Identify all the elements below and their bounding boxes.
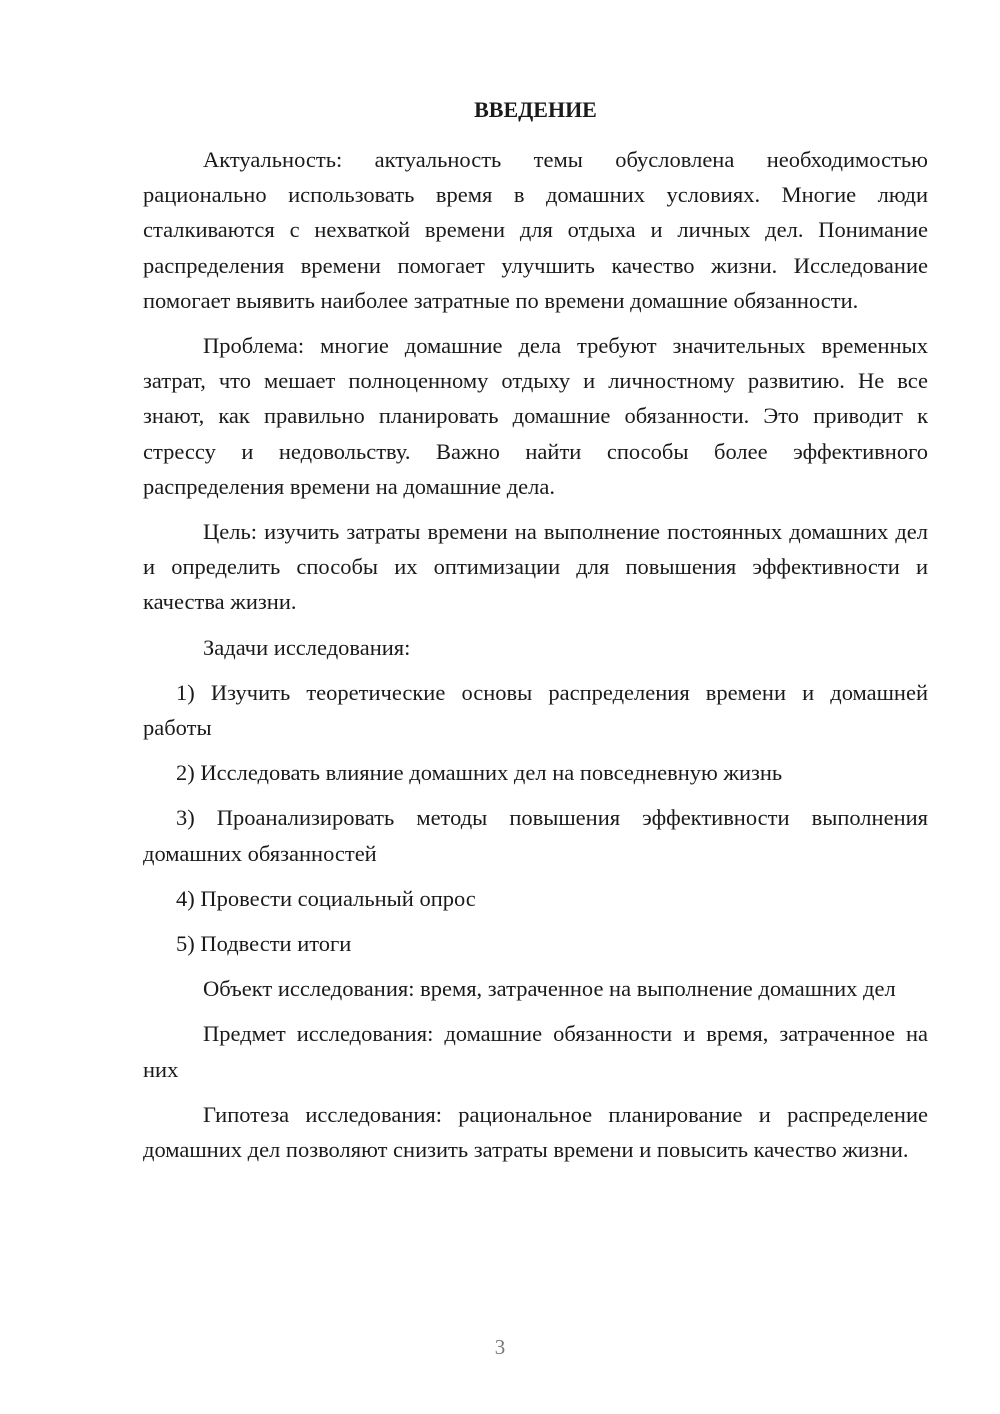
page-number: 3 xyxy=(494,1335,506,1359)
goal-paragraph: Цель: изучить затраты времени на выполнение постоянных домашних дел и определить способы их оптимизации для повышения эффективности и качества жизни. xyxy=(143,519,928,615)
task-item-3: 3) Проанализировать методы повышения эффективности выполнения домашних обязанностей xyxy=(143,805,928,866)
hypothesis-paragraph: Гипотеза исследования: рациональное планирование и распределение домашних дел позволяют снизить затраты времени и повысить качество жизни. xyxy=(143,1101,928,1163)
relevance-paragraph: Актуальность: актуальность темы обусловлена необходимостью рационально использовать время в домашних условиях. Многие люди сталкиваются с нехваткой времени для отдыха и личных дел. Понимание распределения времени помогает улучшить качество жизни. Исследование помогает выявить наиболее затратные по времени домашние обязанности. xyxy=(143,147,928,313)
object-paragraph: Объект исследования: время, затраченное на выполнение домашних дел xyxy=(203,976,896,1002)
tasks-title: Задачи исследования: xyxy=(203,634,411,660)
task-item-1: 1) Изучить теоретические основы распределения времени и домашней работы xyxy=(143,679,928,741)
subject-paragraph: Предмет исследования: домашние обязанности и время, затраченное на них xyxy=(143,1021,928,1082)
task-item-2: 2) Исследовать влияние домашних дел на повседневную жизнь xyxy=(176,760,783,786)
section-heading: ВВЕДЕНИЕ xyxy=(474,97,597,122)
task-item-5: 5) Подвести итоги xyxy=(176,931,352,957)
page-content xyxy=(143,92,928,1177)
problem-paragraph: Проблема: многие домашние дела требуют значительных временных затрат, что мешает полноценному отдыху и личностному развитию. Не все знают, как правильно планировать домашние обязанности. Это приводит к стрессу и недовольству. Важно найти способы более эффективного распределения времени на домашние дела. xyxy=(143,333,928,499)
task-item-4: 4) Провести социальный опрос xyxy=(176,885,476,911)
